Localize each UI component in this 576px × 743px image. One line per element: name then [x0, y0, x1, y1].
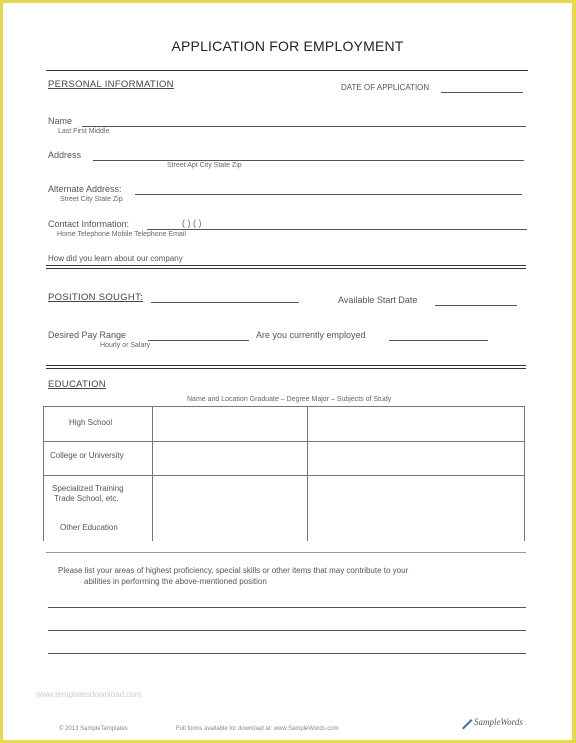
education-table-left-border	[43, 406, 44, 541]
brand-logo	[460, 716, 523, 730]
available-start-date-field[interactable]	[435, 305, 517, 306]
position-sought-heading: POSITION SOUGHT:	[48, 292, 144, 303]
alternate-address-subtitle: Street City State Zip	[60, 196, 123, 203]
pay-range-subtitle: Hourly or Salary	[100, 342, 151, 349]
skills-prompt-line-2: abilities in performing the above-mentioned position	[84, 577, 267, 586]
personal-info-heading: PERSONAL INFORMATION	[48, 79, 174, 90]
section-divider-2a	[46, 365, 526, 366]
education-row-other: Other Education	[60, 523, 118, 532]
section-divider-1b	[46, 268, 526, 269]
contact-information-label: Contact Information:	[48, 219, 130, 229]
alternate-address-label: Alternate Address:	[48, 184, 122, 194]
watermark-text: www.templatesdownload.com	[36, 690, 142, 699]
skills-answer-line-2[interactable]	[48, 630, 526, 631]
address-subtitle: Street Apt City State Zip	[167, 162, 242, 169]
address-field[interactable]	[93, 160, 524, 161]
form-title: APPLICATION FOR EMPLOYMENT	[171, 38, 404, 54]
available-start-date-label: Available Start Date	[338, 295, 418, 305]
currently-employed-field[interactable]	[389, 340, 488, 341]
education-table-column-divider-2	[307, 406, 308, 541]
education-heading: EDUCATION	[48, 379, 106, 390]
education-row-specialized-training: Specialized Training	[52, 484, 124, 493]
title-divider	[46, 70, 528, 71]
section-divider-3	[46, 552, 526, 553]
address-label: Address	[48, 150, 82, 160]
position-sought-field[interactable]	[151, 302, 299, 303]
education-table-top-border	[43, 406, 524, 407]
education-table-row-border-2	[43, 475, 524, 476]
skills-answer-line-1[interactable]	[48, 607, 526, 608]
education-table-row-border-1	[43, 441, 524, 442]
footer-download-note: Full forms available for download at: www.SampleWords.com	[176, 726, 339, 732]
how-learned-label: How did you learn about our company	[48, 254, 183, 263]
education-row-college: College or University	[50, 451, 124, 460]
contact-parentheses: ( ) ( )	[182, 218, 202, 228]
contact-subtitle: Home Telephone Mobile Telephone Email	[57, 231, 186, 238]
section-divider-2b	[46, 368, 526, 369]
date-of-application-field[interactable]	[441, 92, 523, 93]
desired-pay-range-field[interactable]	[148, 340, 249, 341]
skills-prompt-line-1: Please list your areas of highest proficiency, special skills or other items that may contribute to your	[58, 566, 409, 575]
alternate-address-field[interactable]	[135, 194, 522, 195]
desired-pay-range-label: Desired Pay Range	[48, 330, 127, 340]
pen-icon	[460, 716, 474, 730]
name-subtitle: Last First Middle	[58, 128, 110, 135]
education-row-high-school: High School	[69, 418, 113, 427]
education-table-column-divider-1	[152, 406, 153, 541]
education-row-trade-school: Trade School, etc.	[54, 494, 119, 503]
date-of-application-label: DATE OF APPLICATION	[341, 83, 430, 92]
brand-name: SampleWords	[474, 717, 523, 728]
education-table-right-border	[524, 406, 525, 541]
section-divider-1a	[46, 265, 526, 266]
name-label: Name	[48, 116, 73, 126]
education-column-header: Name and Location Graduate – Degree Major – Subjects of Study	[187, 396, 392, 403]
name-field[interactable]	[82, 126, 526, 127]
skills-answer-line-3[interactable]	[48, 653, 526, 654]
contact-information-field[interactable]	[147, 229, 527, 230]
currently-employed-label: Are you currently employed	[256, 330, 366, 340]
footer-copyright: © 2013 SampleTemplates	[59, 726, 128, 732]
